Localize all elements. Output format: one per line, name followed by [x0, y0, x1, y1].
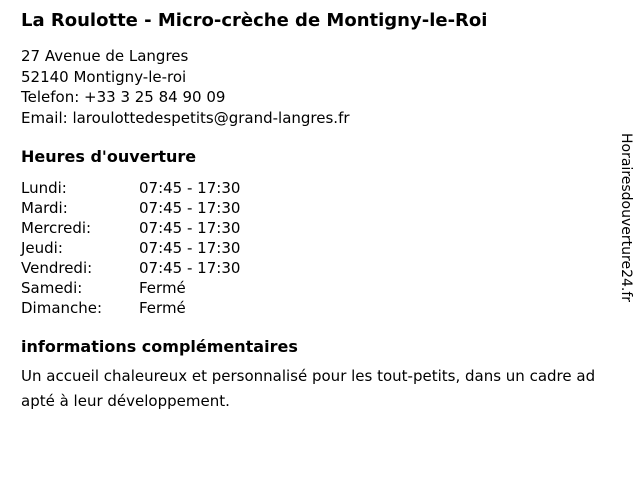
hours-row-jeudi — [21, 238, 640, 258]
time-value: 07:45 - 17:30 — [139, 239, 241, 257]
contact-block — [21, 46, 640, 128]
time-value: Fermé — [139, 299, 186, 317]
day-label: Lundi: — [21, 179, 67, 197]
time-value: 07:45 - 17:30 — [139, 259, 241, 277]
page-title: La Roulotte - Micro-crèche de Montigny-le-Roi — [21, 10, 488, 31]
phone-line: Telefon: +33 3 25 84 90 09 — [21, 88, 226, 106]
day-label: Mardi: — [21, 199, 68, 217]
hours-row-samedi — [21, 278, 640, 298]
opening-hours-heading: Heures d'ouverture — [21, 147, 197, 166]
hours-row-mercredi — [21, 218, 640, 238]
time-value: 07:45 - 17:30 — [139, 219, 241, 237]
address-street: 27 Avenue de Langres — [21, 47, 189, 65]
email-line: Email: laroulottedespetits@grand-langres.fr — [21, 108, 350, 127]
additional-info-heading: informations complémentaires — [21, 337, 298, 356]
site-watermark: Horairesdouverture24.fr — [618, 133, 634, 303]
hours-row-lundi — [21, 178, 640, 198]
day-label: Vendredi: — [21, 259, 93, 277]
day-label: Jeudi: — [21, 239, 63, 257]
hours-row-dimanche — [21, 298, 640, 318]
hours-row-vendredi — [21, 258, 640, 278]
address-postal-city: 52140 Montigny-le-roi — [21, 67, 187, 86]
opening-hours-list — [21, 178, 640, 318]
day-label: Mercredi: — [21, 219, 92, 237]
day-label: Dimanche: — [21, 299, 103, 317]
day-label: Samedi: — [21, 279, 83, 297]
additional-info-text: Un accueil chaleureux et personnalisé pour les tout-petits, dans un cadre adapté à leur développement. — [21, 367, 596, 410]
time-value: Fermé — [139, 279, 186, 297]
hours-row-mardi — [21, 198, 640, 218]
time-value: 07:45 - 17:30 — [139, 199, 241, 217]
time-value: 07:45 - 17:30 — [139, 179, 241, 197]
